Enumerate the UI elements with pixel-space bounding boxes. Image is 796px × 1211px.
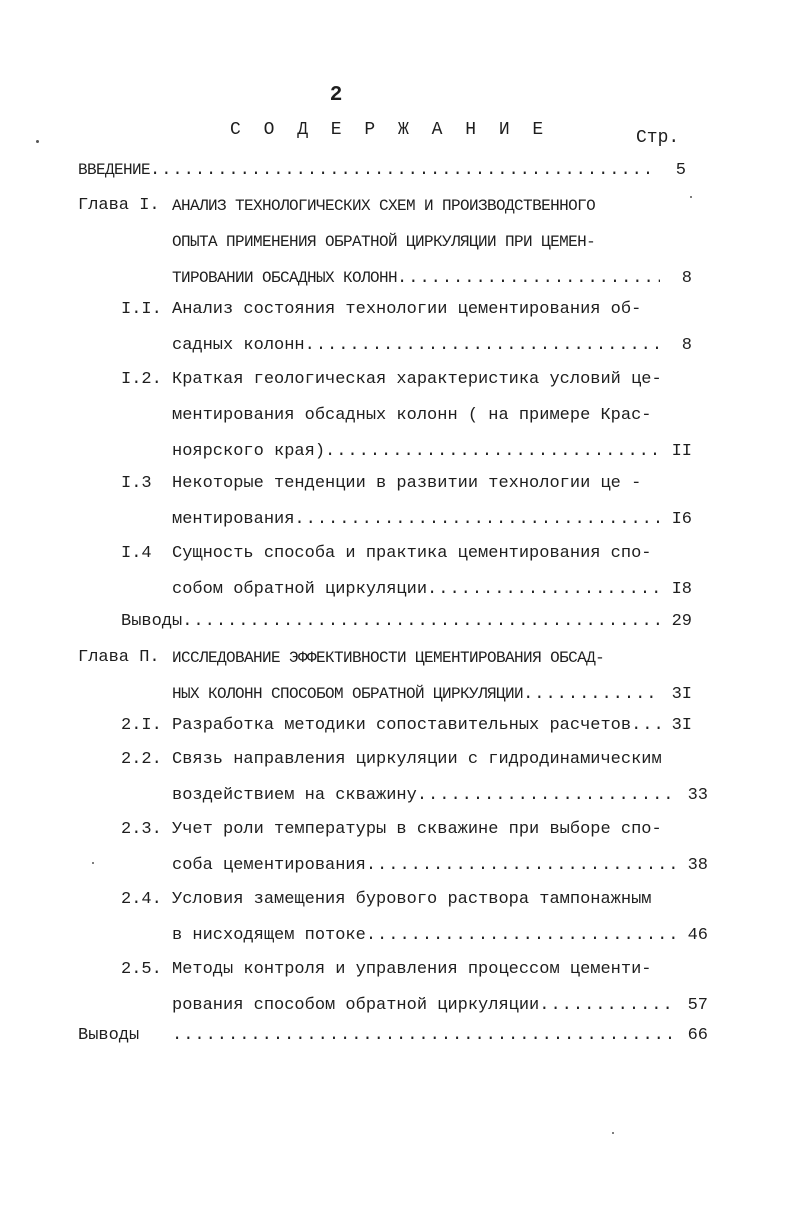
chapter-label: Глава I. xyxy=(78,196,160,215)
toc-title: Анализ состояния технологии цементирования об- xyxy=(172,300,642,319)
toc-title: Выводы xyxy=(78,1026,140,1045)
toc-page: 38 xyxy=(687,856,708,875)
toc-page: II xyxy=(671,442,692,461)
section-number: 2.3. xyxy=(121,820,162,839)
dot-leader xyxy=(325,434,660,470)
dot-leader xyxy=(417,778,676,814)
dot-leader xyxy=(305,328,660,364)
dot-leader xyxy=(150,153,654,189)
toc-entry-1-1 xyxy=(172,292,692,364)
dot-leader xyxy=(366,918,676,954)
toc-entry-2-4 xyxy=(172,882,708,954)
toc-entry-chapter2 xyxy=(172,640,692,712)
toc-entry-chapter1 xyxy=(172,188,692,296)
toc-page: 3I xyxy=(671,685,692,704)
toc-title: в нисходящем потоке xyxy=(172,926,366,945)
toc-title: Выводы xyxy=(121,612,183,631)
dot-leader xyxy=(427,572,660,608)
toc-page: 8 xyxy=(681,269,692,288)
toc-entry-2-2 xyxy=(172,742,708,814)
page-column-label: Стр. xyxy=(636,128,680,148)
toc-page: 8 xyxy=(681,336,692,355)
toc-entry-2-3 xyxy=(172,812,708,884)
scan-speck xyxy=(92,862,94,864)
toc-entry-1-3 xyxy=(172,466,692,538)
toc-entry-conclusions-2 xyxy=(172,1018,708,1054)
contents-heading: С О Д Е Р Ж А Н И Е xyxy=(230,120,550,140)
toc-entry-2-5 xyxy=(172,952,708,1024)
toc-title: ноярского края) xyxy=(172,442,326,461)
toc-title: садных колонн xyxy=(172,336,305,355)
toc-title: Краткая геологическая характеристика условий це- xyxy=(172,370,662,389)
dot-leader xyxy=(182,604,660,640)
scan-speck xyxy=(612,1132,614,1134)
toc-entry-intro xyxy=(78,152,686,188)
toc-page: 5 xyxy=(675,161,686,180)
toc-title: соба цементирования xyxy=(172,856,366,875)
toc-title: ТИРОВАНИИ ОБСАДНЫХ КОЛОНН xyxy=(172,269,398,287)
toc-entry-1-4 xyxy=(172,536,692,608)
toc-page: I8 xyxy=(671,580,692,599)
toc-title: собом обратной циркуляции xyxy=(172,580,428,599)
section-number: 2.5. xyxy=(121,960,162,979)
section-number: I.2. xyxy=(121,370,162,389)
toc-title: Условия замещения бурового раствора тампонажным xyxy=(172,890,652,909)
toc-title: Сущность способа и практика цементирования спо- xyxy=(172,544,652,563)
toc-title: Учет роли температуры в скважине при выборе спо- xyxy=(172,820,662,839)
toc-page: 3I xyxy=(671,716,692,735)
section-number: 2.4. xyxy=(121,890,162,909)
toc-title: ментирования обсадных колонн ( на примере Крас- xyxy=(172,406,652,425)
toc-title: ВВЕДЕНИЕ xyxy=(78,161,151,179)
toc-title: рования способом обратной циркуляции xyxy=(172,996,540,1015)
toc-title: АНАЛИЗ ТЕХНОЛОГИЧЕСКИХ СХЕМ И ПРОИЗВОДСТВЕННОГО xyxy=(172,197,596,215)
toc-title: Некоторые тенденции в развитии технологии це - xyxy=(172,474,642,493)
toc-page: I6 xyxy=(671,510,692,529)
toc-title: НЫХ КОЛОНН СПОСОБОМ ОБРАТНОЙ ЦИРКУЛЯЦИИ xyxy=(172,685,524,703)
toc-entry-1-2 xyxy=(172,362,692,470)
dot-leader xyxy=(366,848,676,884)
toc-title: ментирования xyxy=(172,510,295,529)
scan-speck xyxy=(690,196,692,198)
dot-leader xyxy=(294,502,660,538)
section-number: I.3 xyxy=(121,474,152,493)
scan-speck xyxy=(36,140,39,143)
dot-leader xyxy=(172,1018,676,1054)
toc-page: 46 xyxy=(687,926,708,945)
toc-page: 29 xyxy=(671,612,692,631)
toc-title: Разработка методики сопоставительных расчетов xyxy=(172,716,632,735)
section-number: I.4 xyxy=(121,544,152,563)
dot-leader xyxy=(631,708,660,744)
section-number: 2.2. xyxy=(121,750,162,769)
section-number: I.I. xyxy=(121,300,162,319)
chapter-label: Глава П. xyxy=(78,648,160,667)
page-number: 2 xyxy=(329,84,343,107)
toc-title: ИССЛЕДОВАНИЕ ЭФФЕКТИВНОСТИ ЦЕМЕНТИРОВАНИЯ ОБСАД- xyxy=(172,649,605,667)
toc-entry-conclusions-1 xyxy=(121,604,692,640)
toc-title: воздействием на скважину xyxy=(172,786,417,805)
toc-page: 57 xyxy=(687,996,708,1015)
toc-entry-2-1 xyxy=(172,708,692,744)
toc-page: 66 xyxy=(687,1026,708,1045)
toc-title: Связь направления циркуляции с гидродинамическим xyxy=(172,750,662,769)
section-number: 2.I. xyxy=(121,716,162,735)
toc-title: ОПЫТА ПРИМЕНЕНИЯ ОБРАТНОЙ ЦИРКУЛЯЦИИ ПРИ ЦЕМЕН- xyxy=(172,233,596,251)
toc-title: Методы контроля и управления процессом цементи- xyxy=(172,960,652,979)
toc-page: 33 xyxy=(687,786,708,805)
